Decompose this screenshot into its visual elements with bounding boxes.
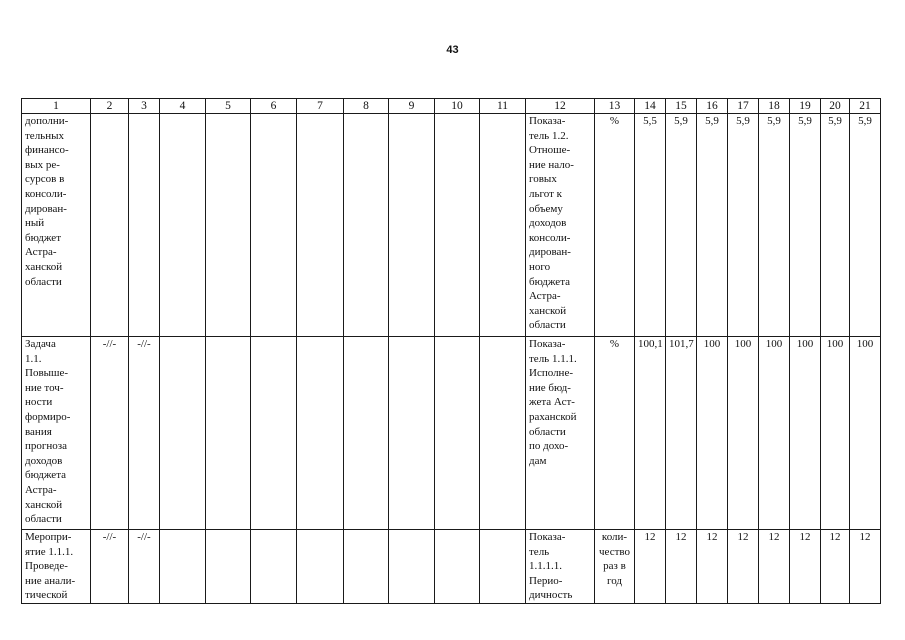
header-cell: 17 xyxy=(728,99,759,114)
empty-cell xyxy=(480,114,526,337)
header-cell: 5 xyxy=(206,99,251,114)
empty-cell xyxy=(160,530,206,604)
empty-cell xyxy=(251,530,297,604)
value-cell: 100 xyxy=(697,337,728,530)
header-cell: 11 xyxy=(480,99,526,114)
unit-cell: коли- чество раз в год xyxy=(595,530,635,604)
value-cell: 5,9 xyxy=(821,114,850,337)
empty-cell xyxy=(344,530,389,604)
cell-col2 xyxy=(91,114,129,337)
header-cell: 2 xyxy=(91,99,129,114)
empty-cell xyxy=(160,114,206,337)
header-cell: 18 xyxy=(759,99,790,114)
header-cell: 16 xyxy=(697,99,728,114)
empty-cell xyxy=(344,114,389,337)
value-cell: 101,7 xyxy=(666,337,697,530)
empty-cell xyxy=(297,530,344,604)
value-cell: 12 xyxy=(728,530,759,604)
table-row xyxy=(22,114,881,337)
cell-col3 xyxy=(129,114,160,337)
empty-cell xyxy=(206,337,251,530)
value-cell: 5,9 xyxy=(728,114,759,337)
task-text-cell: Задача 1.1. Повыше- ние точ- ности формиро- вания прогноза доходов бюджета Астра- ханской области xyxy=(22,337,91,530)
header-cell: 4 xyxy=(160,99,206,114)
empty-cell xyxy=(435,337,480,530)
value-cell: 12 xyxy=(635,530,666,604)
empty-cell xyxy=(389,114,435,337)
value-cell: 5,9 xyxy=(697,114,728,337)
empty-cell xyxy=(206,530,251,604)
header-cell: 8 xyxy=(344,99,389,114)
header-cell: 19 xyxy=(790,99,821,114)
value-cell: 100 xyxy=(759,337,790,530)
header-cell: 3 xyxy=(129,99,160,114)
page-number: 43 xyxy=(446,44,459,56)
empty-cell xyxy=(480,337,526,530)
header-cell: 7 xyxy=(297,99,344,114)
header-cell: 15 xyxy=(666,99,697,114)
empty-cell xyxy=(344,337,389,530)
value-cell: 12 xyxy=(790,530,821,604)
value-cell: 100 xyxy=(728,337,759,530)
empty-cell xyxy=(206,114,251,337)
indicators-table xyxy=(21,98,881,604)
cell-col2: -//- xyxy=(91,530,129,604)
empty-cell xyxy=(389,530,435,604)
value-cell: 100,1 xyxy=(635,337,666,530)
header-cell: 21 xyxy=(850,99,881,114)
header-cell: 13 xyxy=(595,99,635,114)
empty-cell xyxy=(251,337,297,530)
indicator-text-cell: Показа- тель 1.2. Отноше- ние нало- говых льгот к объему доходов консоли- дирован- ного бюджета Астра- ханской области xyxy=(526,114,595,337)
empty-cell xyxy=(480,530,526,604)
value-cell: 12 xyxy=(697,530,728,604)
value-cell: 5,9 xyxy=(790,114,821,337)
empty-cell xyxy=(389,337,435,530)
value-cell: 5,5 xyxy=(635,114,666,337)
header-row xyxy=(22,99,881,114)
empty-cell xyxy=(160,337,206,530)
empty-cell xyxy=(297,114,344,337)
value-cell: 12 xyxy=(666,530,697,604)
value-cell: 12 xyxy=(821,530,850,604)
value-cell: 12 xyxy=(850,530,881,604)
goal-text-cell: дополни- тельных финансо- вых ре- сурсов в консоли- дирован- ный бюджет Астра- ханской области xyxy=(22,114,91,337)
value-cell: 100 xyxy=(821,337,850,530)
header-cell: 6 xyxy=(251,99,297,114)
unit-cell: % xyxy=(595,337,635,530)
empty-cell xyxy=(297,337,344,530)
value-cell: 5,9 xyxy=(759,114,790,337)
indicator-text-cell: Показа- тель 1.1.1. Исполне- ние бюд- жета Аст- раханской области по дохо- дам xyxy=(526,337,595,530)
header-cell: 20 xyxy=(821,99,850,114)
header-cell: 1 xyxy=(22,99,91,114)
value-cell: 5,9 xyxy=(850,114,881,337)
cell-col3: -//- xyxy=(129,530,160,604)
header-cell: 10 xyxy=(435,99,480,114)
value-cell: 5,9 xyxy=(666,114,697,337)
activity-text-cell: Меропри- ятие 1.1.1. Проведе- ние анали- тической xyxy=(22,530,91,604)
header-cell: 14 xyxy=(635,99,666,114)
cell-col2: -//- xyxy=(91,337,129,530)
table-row xyxy=(22,337,881,530)
cell-col3: -//- xyxy=(129,337,160,530)
header-cell: 12 xyxy=(526,99,595,114)
unit-cell: % xyxy=(595,114,635,337)
value-cell: 100 xyxy=(790,337,821,530)
header-cell: 9 xyxy=(389,99,435,114)
empty-cell xyxy=(435,114,480,337)
indicator-text-cell: Показа- тель 1.1.1.1. Перио- дичность xyxy=(526,530,595,604)
value-cell: 12 xyxy=(759,530,790,604)
table-row xyxy=(22,530,881,604)
empty-cell xyxy=(435,530,480,604)
empty-cell xyxy=(251,114,297,337)
value-cell: 100 xyxy=(850,337,881,530)
